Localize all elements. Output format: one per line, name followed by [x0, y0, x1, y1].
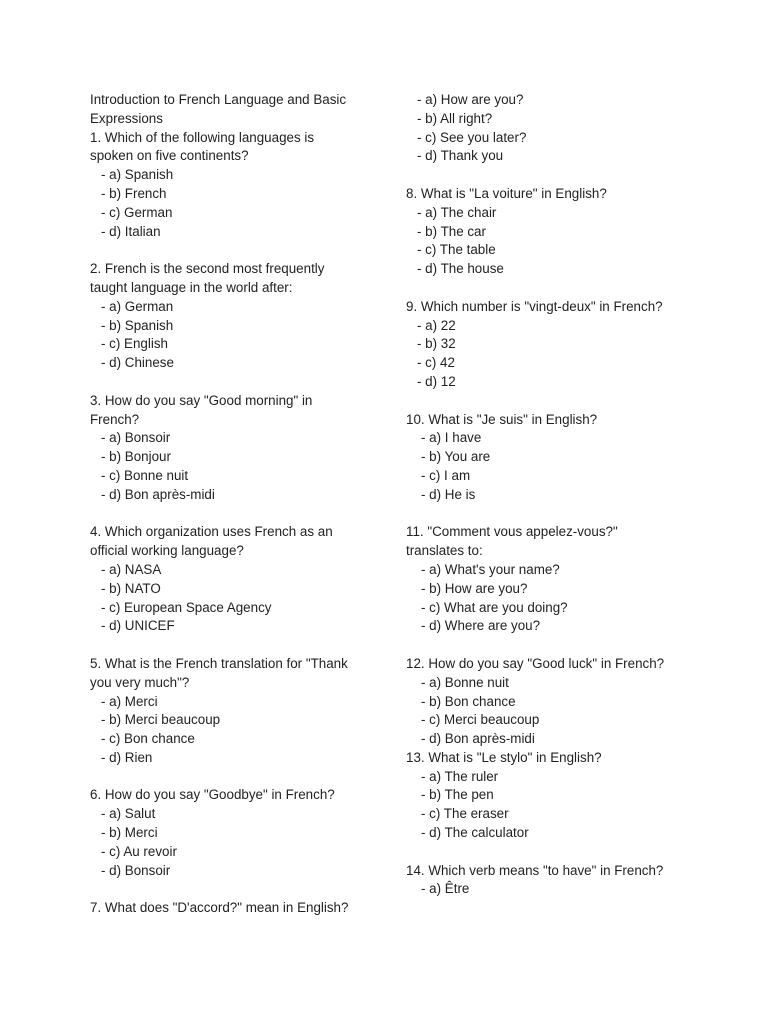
answer-option: - b) 32: [417, 336, 456, 352]
answer-option: - d) Rien: [101, 749, 153, 765]
question-text: 10. What is "Je suis" in English?: [406, 411, 598, 427]
answer-option: - d) Bon après-midi: [101, 486, 215, 502]
question-text: 3. How do you say "Good morning" in: [90, 392, 313, 408]
answer-option: - a) I have: [421, 430, 482, 446]
answer-option: - c) Au revoir: [101, 843, 177, 859]
answer-option: - a) 22: [417, 317, 456, 333]
answer-option: - b) Bonjour: [101, 449, 171, 465]
answer-option: - b) The pen: [421, 787, 494, 803]
spacer: [90, 880, 380, 899]
question-text: 1. Which of the following languages is: [90, 129, 315, 145]
answer-option: - c) Bonne nuit: [101, 467, 189, 483]
spacer: [90, 241, 380, 260]
answer-option: - d) 12: [417, 373, 456, 389]
answer-option: - d) The calculator: [421, 825, 529, 841]
spacer: [90, 505, 380, 524]
answer-option: - c) Merci beaucoup: [421, 712, 540, 728]
answer-option: - c) What are you doing?: [421, 599, 568, 615]
question-text: taught language in the world after:: [90, 279, 293, 295]
answer-option: - a) The chair: [417, 204, 497, 220]
answer-option: - c) 42: [417, 355, 455, 371]
answer-option: - d) Bonsoir: [101, 862, 171, 878]
answer-option: - b) Bon chance: [421, 693, 516, 709]
document-title: Introduction to French Language and Basic: [90, 92, 347, 107]
answer-option: - d) He is: [421, 486, 476, 502]
question-text: French?: [90, 411, 140, 427]
question-text: translates to:: [406, 543, 483, 559]
answer-option: - a) Être: [421, 881, 470, 897]
answer-option: - c) The table: [417, 242, 496, 258]
answer-option: - b) French: [101, 185, 167, 201]
answer-option: - a) The ruler: [421, 768, 499, 784]
spacer: [406, 843, 706, 862]
answer-option: - b) The car: [417, 223, 486, 239]
left-column: [90, 91, 380, 918]
answer-option: - a) Merci: [101, 693, 158, 709]
spacer: [406, 636, 706, 655]
right-column: [406, 91, 706, 899]
answer-option: - b) NATO: [101, 580, 161, 596]
answer-option: - c) The eraser: [421, 806, 509, 822]
answer-option: - a) Spanish: [101, 167, 174, 183]
answer-option: - c) European Space Agency: [101, 599, 272, 615]
answer-option: - d) Bon après-midi: [421, 731, 535, 747]
answer-option: - a) Salut: [101, 806, 156, 822]
answer-option: - d) Where are you?: [421, 618, 541, 634]
answer-option: - d) Italian: [101, 223, 161, 239]
question-text: 13. What is "Le stylo" in English?: [406, 749, 602, 765]
answer-option: - b) All right?: [417, 110, 493, 126]
spacer: [406, 166, 706, 185]
spacer: [90, 373, 380, 392]
answer-option: - d) UNICEF: [101, 618, 175, 634]
answer-option: - c) Bon chance: [101, 731, 195, 747]
answer-option: - a) NASA: [101, 561, 162, 577]
answer-option: - b) How are you?: [421, 580, 528, 596]
answer-option: - c) English: [101, 336, 168, 352]
answer-option: - c) See you later?: [417, 129, 527, 145]
question-text: 5. What is the French translation for "Thank: [90, 655, 348, 671]
answer-option: - c) I am: [421, 467, 471, 483]
answer-option: - d) The house: [417, 261, 504, 277]
answer-option: - a) Bonsoir: [101, 430, 171, 446]
question-text: 11. "Comment vous appelez-vous?": [406, 524, 618, 540]
answer-option: - a) German: [101, 298, 174, 314]
question-text: 7. What does "D'accord?" mean in English?: [90, 900, 349, 916]
answer-option: - d) Chinese: [101, 355, 174, 371]
question-text: you very much"?: [90, 674, 190, 690]
spacer: [90, 768, 380, 787]
answer-option: - b) Merci beaucoup: [101, 712, 221, 728]
question-text: 14. Which verb means "to have" in French?: [406, 862, 664, 878]
answer-option: - a) What's your name?: [421, 561, 560, 577]
answer-option: - c) German: [101, 204, 173, 220]
question-text: 4. Which organization uses French as an: [90, 524, 333, 540]
spacer: [406, 392, 706, 411]
question-text: official working language?: [90, 543, 244, 559]
question-text: spoken on five continents?: [90, 148, 249, 164]
question-text: 8. What is "La voiture" in English?: [406, 185, 607, 201]
spacer: [90, 636, 380, 655]
spacer: [406, 505, 706, 524]
spacer: [406, 279, 706, 298]
answer-option: - d) Thank you: [417, 148, 504, 164]
answer-option: - a) How are you?: [417, 92, 524, 107]
answer-option: - b) Merci: [101, 825, 158, 841]
answer-option: - a) Bonne nuit: [421, 674, 509, 690]
question-text: 9. Which number is "vingt-deux" in French?: [406, 298, 663, 314]
answer-option: - b) Spanish: [101, 317, 174, 333]
question-text: 6. How do you say "Goodbye" in French?: [90, 787, 335, 803]
document-title: Expressions: [90, 110, 163, 126]
question-text: 2. French is the second most frequently: [90, 261, 325, 277]
answer-option: - b) You are: [421, 449, 491, 465]
question-text: 12. How do you say "Good luck" in French?: [406, 655, 665, 671]
